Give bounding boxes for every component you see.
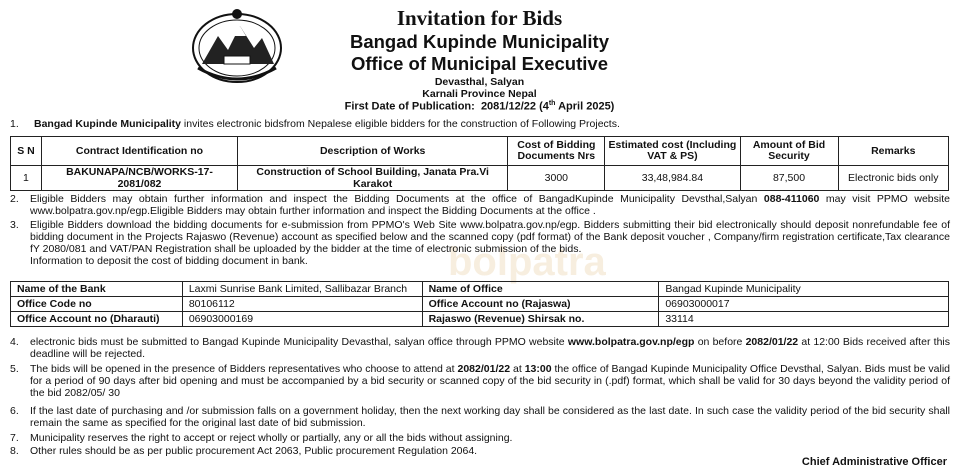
address-line-2: Karnali Province Nepal bbox=[422, 88, 537, 100]
office-code-value: 80106112 bbox=[182, 297, 422, 312]
rajaswa-account-label: Office Account no (Rajaswa) bbox=[422, 297, 659, 312]
bank-name-value: Laxmi Sunrise Bank Limited, Sallibazar Branch bbox=[182, 282, 422, 297]
cell-contract-id: BAKUNAPA/NCB/WORKS-17-2081/082 bbox=[41, 166, 237, 191]
header-estimated-cost: Estimated cost (Including VAT & PS) bbox=[605, 137, 740, 166]
table-header-row bbox=[11, 137, 949, 166]
watermark-text: bolpatra bbox=[448, 240, 606, 284]
dharauti-account-label: Office Account no (Dharauti) bbox=[11, 312, 183, 327]
dharauti-account-value: 06903000169 bbox=[182, 312, 422, 327]
signature-title: Chief Administrative Officer bbox=[801, 456, 947, 468]
office-code-label: Office Code no bbox=[11, 297, 183, 312]
office-name-label: Name of Office bbox=[422, 282, 659, 297]
header-bid-security: Amount of Bid Security bbox=[740, 137, 838, 166]
cell-bid-security: 87,500 bbox=[740, 166, 838, 191]
organization-name: Bangad Kupinde Municipality bbox=[349, 31, 609, 52]
table-row bbox=[11, 282, 949, 297]
cell-cost-docs: 3000 bbox=[508, 166, 605, 191]
revenue-shirsak-label: Rajaswo (Revenue) Shirsak no. bbox=[422, 312, 659, 327]
bid-table bbox=[10, 136, 949, 191]
header-cost-docs: Cost of Bidding Documents Nrs bbox=[508, 137, 605, 166]
header-remarks: Remarks bbox=[838, 137, 948, 166]
address-line-1: Devasthal, Salyan bbox=[434, 76, 525, 88]
bank-info-table bbox=[10, 281, 949, 327]
revenue-shirsak-value: 33114 bbox=[659, 312, 949, 327]
paragraph-3: 3. Eligible Bidders download the bidding documents for e-submission from PPMO's Web Site www.bolpatra.gov.np/egp. Bidders submitting their bid electronically should deposit nonrefundable fee of bidding document in the Projects Rajaswo (Revenue) account as specified below and the scanned copy (pdf format) of the Bank deposit voucher , Company/firm registration certificate,Tax clearance fY 2080/081 and VAT/PAN Registration shall be uploaded by the bidder at the time of electronic submission of the bids. Information to deposit the cost of bidding document in bank. bbox=[10, 219, 950, 267]
cell-description: Construction of School Building, Janata Pra.Vi Karakot bbox=[238, 166, 508, 191]
cell-estimated-cost: 33,48,984.84 bbox=[605, 166, 740, 191]
paragraph-6: 6. If the last date of purchasing and /or submission falls on a government holiday, then the next working day shall be considered as the last date. In such case the validity period of the bid security shall remain the same as specified for the original last date of bid submission. bbox=[10, 405, 950, 429]
header-sn: S N bbox=[11, 137, 42, 166]
header-description: Description of Works bbox=[238, 137, 508, 166]
header-contract-id: Contract Identification no bbox=[41, 137, 237, 166]
office-name-value: Bangad Kupinde Municipality bbox=[659, 282, 949, 297]
cell-sn: 1 bbox=[11, 166, 42, 191]
paragraph-2: 2. Eligible Bidders may obtain further information and inspect the Bidding Documents at the office of BangadKupinde Municipality Devsthal,Salyan 088-411060 may visit PPMO website www.bolpatra.gov.np/egp.Eligible Bidders may obtain further information and inspect the Bidding Documents at the office . bbox=[10, 193, 950, 217]
rajaswa-account-value: 06903000017 bbox=[659, 297, 949, 312]
paragraph-7: 7. Municipality reserves the right to accept or reject wholly or partially, any or all the bids without assigning. bbox=[10, 432, 513, 444]
bank-name-label: Name of the Bank bbox=[11, 282, 183, 297]
page-title: Invitation for Bids bbox=[396, 6, 563, 30]
paragraph-4: 4. electronic bids must be submitted to Bangad Kupinde Municipality Devasthal, salyan office through PPMO website www.bolpatra.gov.np/egp on before 2082/01/22 at 12:00 Bids received after this deadline will be rejected. bbox=[10, 336, 950, 360]
table-row bbox=[11, 166, 949, 191]
paragraph-8: 8. Other rules should be as per public procurement Act 2063, Public procurement Regulation 2064. bbox=[10, 445, 478, 457]
paragraph-5: 5. The bids will be opened in the presence of Bidders representatives who choose to attend at 2082/01/22 at 13:00 the office of Bangad Kupinde Municipality Office Devsthal, Salyan. Bids must be valid for a period of 90 days after bid opening and must be accompanied by a bid security or scanned copy of the bid security in (.pdf) format, which shall be valid for 30 days beyond the validity period of the bid 2082/05/ 30 bbox=[10, 363, 950, 399]
publication-date: First Date of Publication: 2081/12/22 (4th April 2025) bbox=[344, 100, 615, 113]
paragraph-1: 1. Bangad Kupinde Municipality invites electronic bidsfrom Nepalese eligible bidders for the construction of Following Projects. bbox=[10, 118, 620, 130]
table-row bbox=[11, 312, 949, 327]
office-name: Office of Municipal Executive bbox=[350, 53, 608, 74]
table-row bbox=[11, 297, 949, 312]
cell-remarks: Electronic bids only bbox=[838, 166, 948, 191]
